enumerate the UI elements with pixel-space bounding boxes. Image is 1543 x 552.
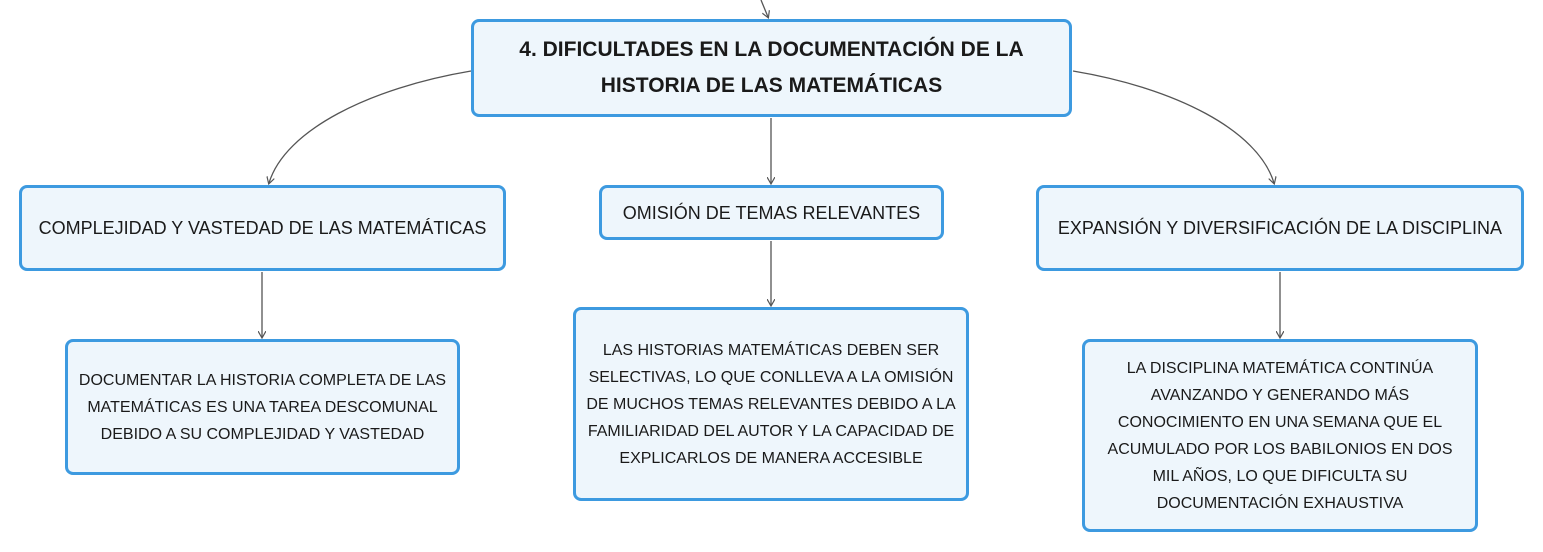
- detail-topic-text: LA DISCIPLINA MATEMÁTICA CONTINÚA AVANZANDO Y GENERANDO MÁS CONOCIMIENTO EN UNA SEMANA QUE EL ACUMULADO POR LOS BABILONIOS EN DOS MIL AÑOS, LO QUE DIFICULTA SU DOCUMENTACIÓN EXHAUSTIVA: [1107, 359, 1453, 512]
- detail-topic-complejidad[interactable]: [65, 339, 460, 475]
- root-topic-title: 4. DIFICULTADES EN LA DOCUMENTACIÓN DE LA HISTORIA DE LAS MATEMÁTICAS: [519, 38, 1024, 97]
- detail-topic-omision[interactable]: [573, 307, 969, 501]
- detail-topic-expansion[interactable]: [1082, 339, 1478, 532]
- connector-parent-to-root: [761, 0, 768, 17]
- connector-root-to-branch-3: [1073, 71, 1274, 183]
- branch-topic-expansion[interactable]: [1036, 185, 1524, 271]
- detail-topic-text: DOCUMENTAR LA HISTORIA COMPLETA DE LAS MATEMÁTICAS ES UNA TAREA DESCOMUNAL DEBIDO A SU COMPLEJIDAD Y VASTEDAD: [78, 371, 447, 443]
- connector-root-to-branch-1: [269, 71, 471, 183]
- detail-topic-text: LAS HISTORIAS MATEMÁTICAS DEBEN SER SELECTIVAS, LO QUE CONLLEVA A LA OMISIÓN DE MUCHOS TEMAS RELEVANTES DEBIDO A LA FAMILIARIDAD DEL AUTOR Y LA CAPACIDAD DE EXPLICARLOS DE MANERA ACCESIBLE: [586, 341, 956, 467]
- branch-topic-omision[interactable]: [599, 185, 944, 240]
- branch-topic-label: OMISIÓN DE TEMAS RELEVANTES: [622, 202, 921, 223]
- branch-topic-complejidad[interactable]: [19, 185, 506, 271]
- branch-topic-label: EXPANSIÓN Y DIVERSIFICACIÓN DE LA DISCIPLINA: [1057, 218, 1503, 238]
- root-topic[interactable]: [471, 19, 1072, 117]
- branch-topic-label: COMPLEJIDAD Y VASTEDAD DE LAS MATEMÁTICAS: [38, 218, 487, 238]
